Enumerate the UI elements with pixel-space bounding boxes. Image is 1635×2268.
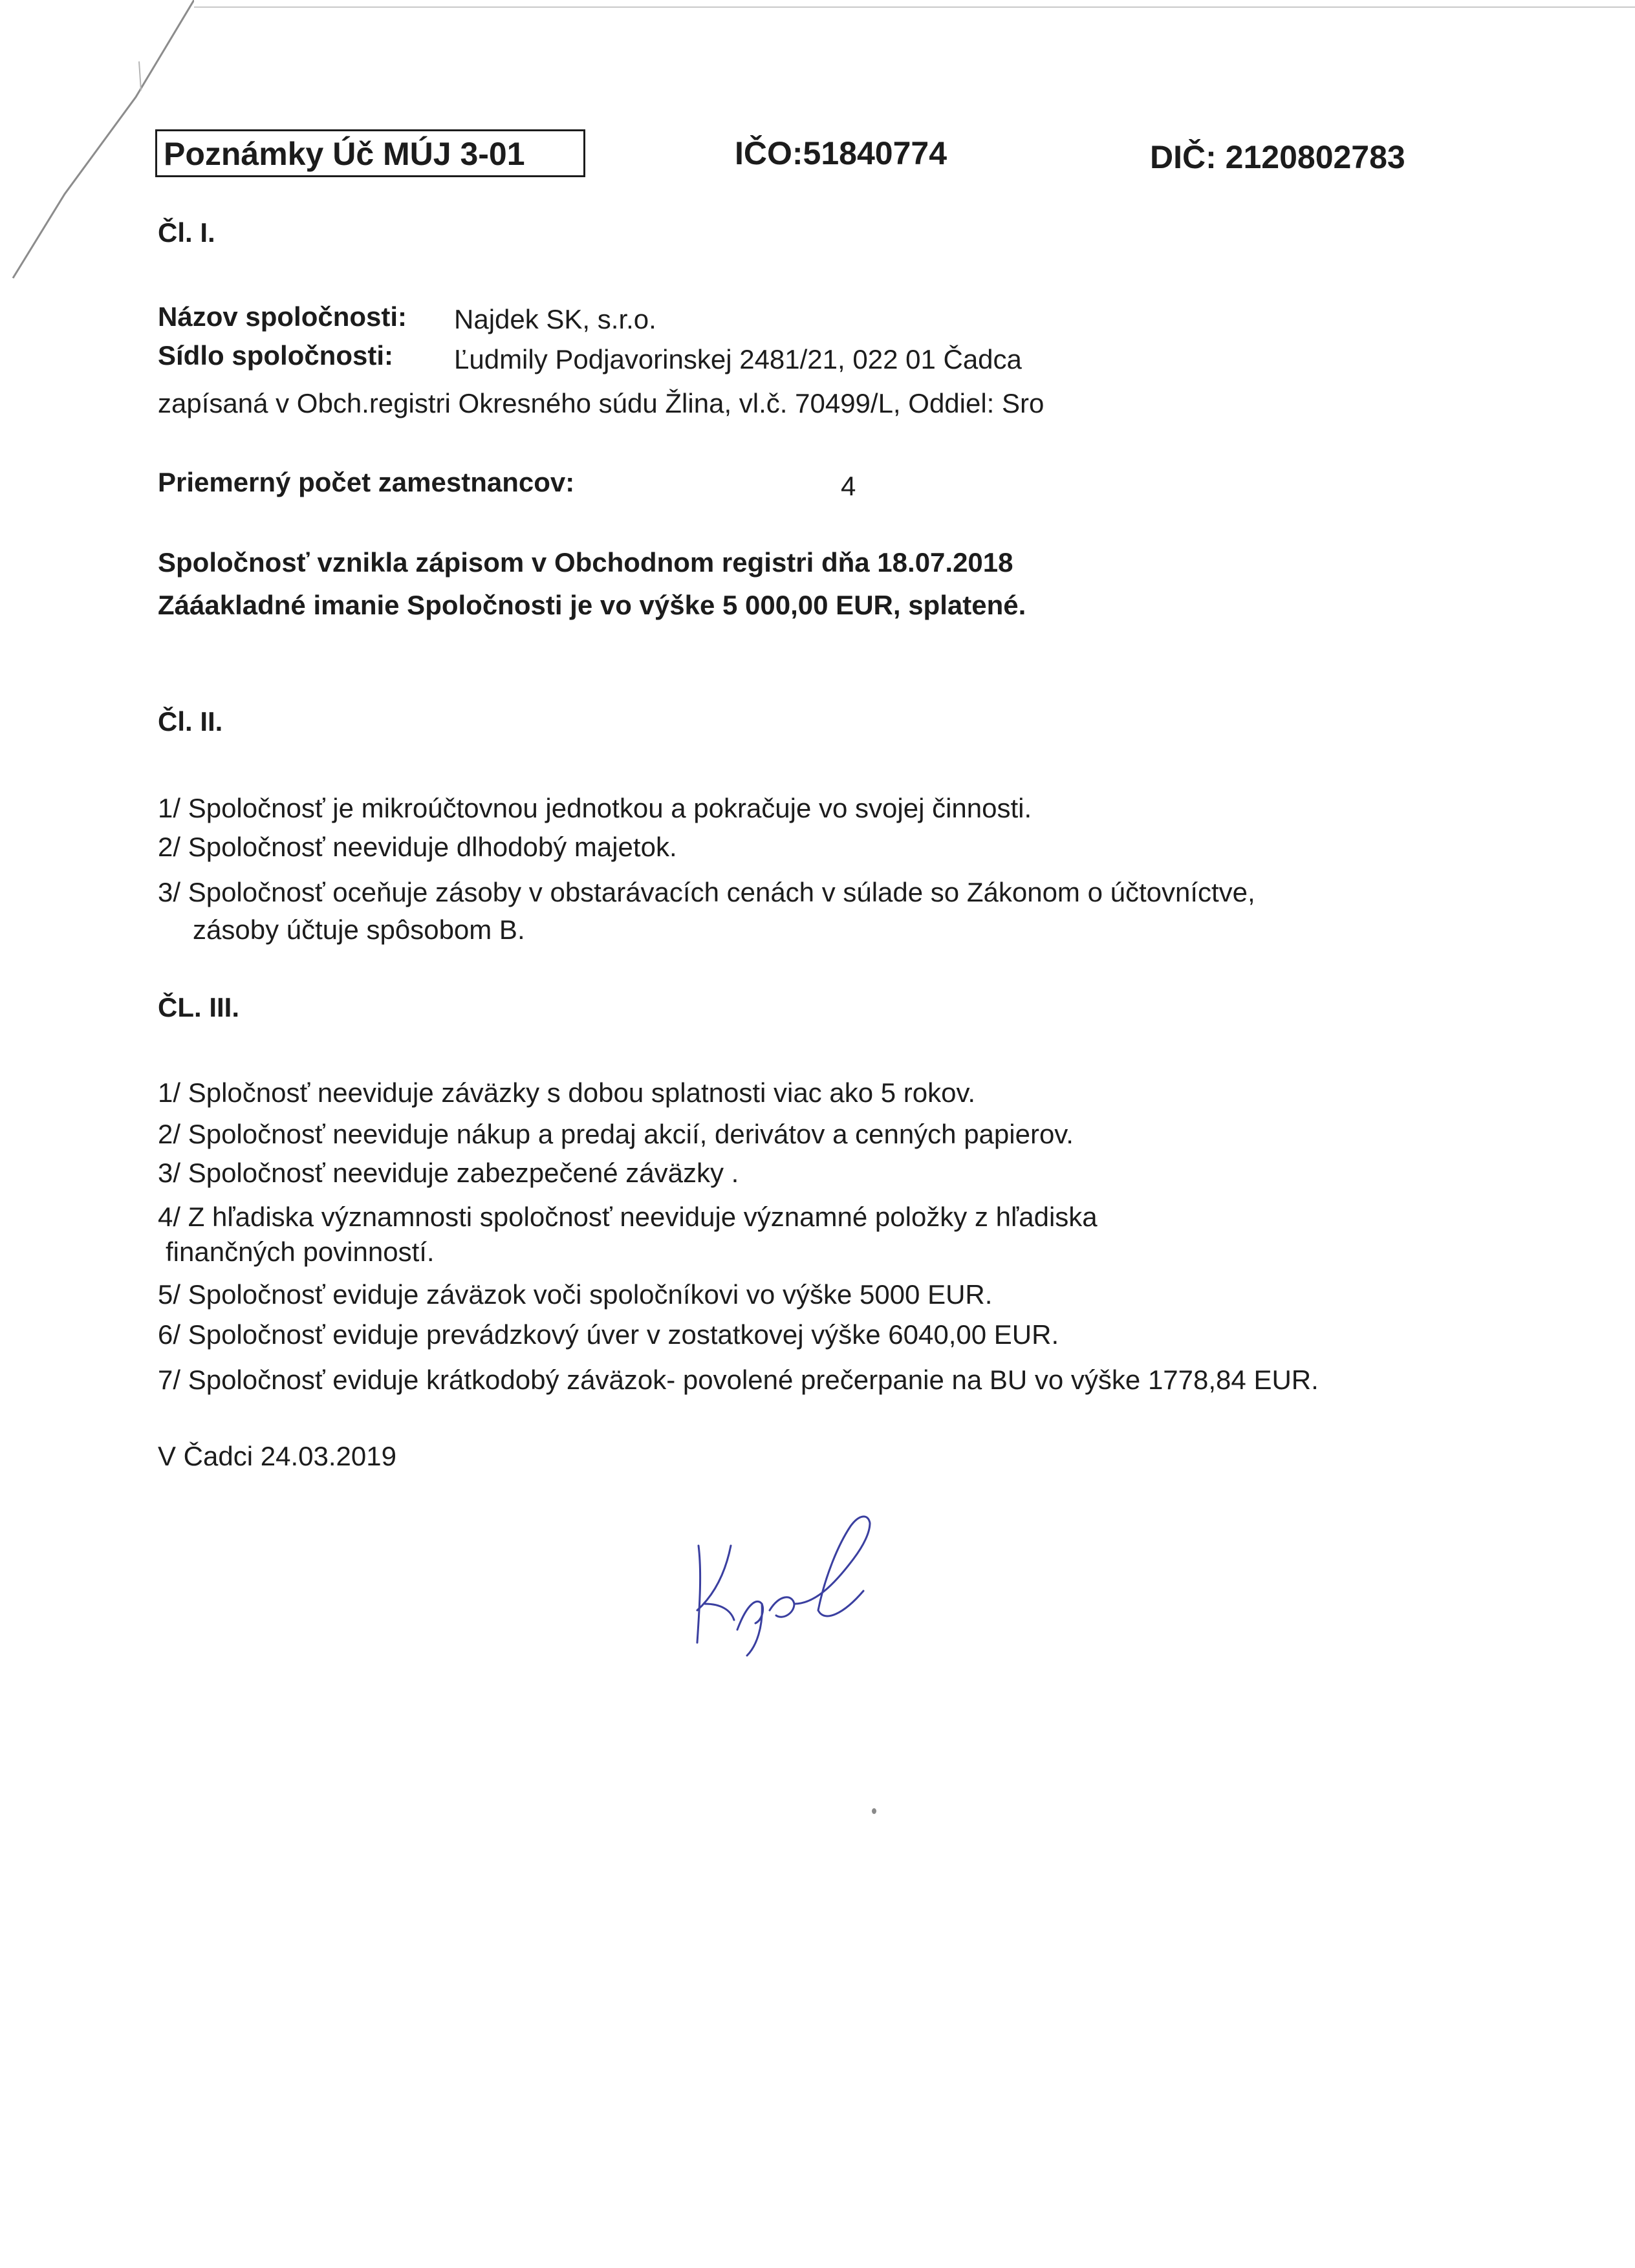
signature — [686, 1507, 893, 1662]
form-code-label: Poznámky Úč MÚJ 3-01 — [164, 136, 525, 172]
section-3-heading: ČL. III. — [158, 992, 239, 1022]
list-item: 5/ Spoločnosť eviduje záväzok voči spoločníkovi vo výške 5000 EUR. — [158, 1279, 993, 1310]
list-item: 1/ Spoločnosť je mikroúčtovnou jednotkou a pokračuje vo svojej činnosti. — [158, 793, 1032, 823]
ico-label: IČO:51840774 — [735, 135, 947, 171]
list-item: 6/ Spoločnosť eviduje prevádzkový úver v zostatkovej výške 6040,00 EUR. — [158, 1319, 1059, 1350]
capital-line: Zááakladné imanie Spoločnosti je vo výške 5 000,00 EUR, splatené. — [158, 590, 1026, 620]
list-item: 1/ Spločnosť neeviduje záväzky s dobou splatnosti viac ako 5 rokov. — [158, 1077, 976, 1108]
list-item: 3/ Spoločnosť neeviduje zabezpečené záväzky . — [158, 1158, 739, 1188]
registry-line: zapísaná v Obch.registri Okresného súdu Žlina, vl.č. 70499/L, Oddiel: Sro — [158, 388, 1045, 418]
dic-label: DIČ: 2120802783 — [1150, 139, 1405, 175]
employees-value: 4 — [841, 471, 856, 501]
company-name-label: Názov spoločnosti: — [158, 301, 407, 332]
list-item: zásoby účtuje spôsobom B. — [193, 914, 525, 945]
list-item: 2/ Spoločnosť neeviduje nákup a predaj akcií, derivátov a cenných papierov. — [158, 1119, 1074, 1149]
employees-label: Priemerný počet zamestnancov: — [158, 467, 575, 497]
list-item: finančných povinností. — [166, 1237, 435, 1267]
place-date: V Čadci 24.03.2019 — [158, 1441, 396, 1471]
list-item: 2/ Spoločnosť neeviduje dlhodobý majetok. — [158, 832, 677, 862]
scan-edge-top — [194, 6, 1635, 8]
section-1-heading: Čl. I. — [158, 217, 215, 248]
scan-speck — [872, 1808, 876, 1814]
seat-label: Sídlo spoločnosti: — [158, 340, 393, 371]
seat-value: Ľudmily Podjavorinskej 2481/21, 022 01 Čadca — [454, 344, 1022, 374]
list-item: 3/ Spoločnosť oceňuje zásoby v obstarávacích cenách v súlade so Zákonom o účtovníctve, — [158, 877, 1255, 907]
list-item: 4/ Z hľadiska významnosti spoločnosť neeviduje významné položky z hľadiska — [158, 1202, 1098, 1232]
founded-line: Spoločnosť vznikla zápisom v Obchodnom registri dňa 18.07.2018 — [158, 547, 1013, 578]
section-2-heading: Čl. II. — [158, 706, 223, 737]
list-item: 7/ Spoločnosť eviduje krátkodobý záväzok- povolené prečerpanie na BU vo výške 1778,84 EUR. — [158, 1365, 1319, 1395]
company-name-value: Najdek SK, s.r.o. — [454, 304, 656, 334]
form-code-box — [155, 129, 585, 177]
